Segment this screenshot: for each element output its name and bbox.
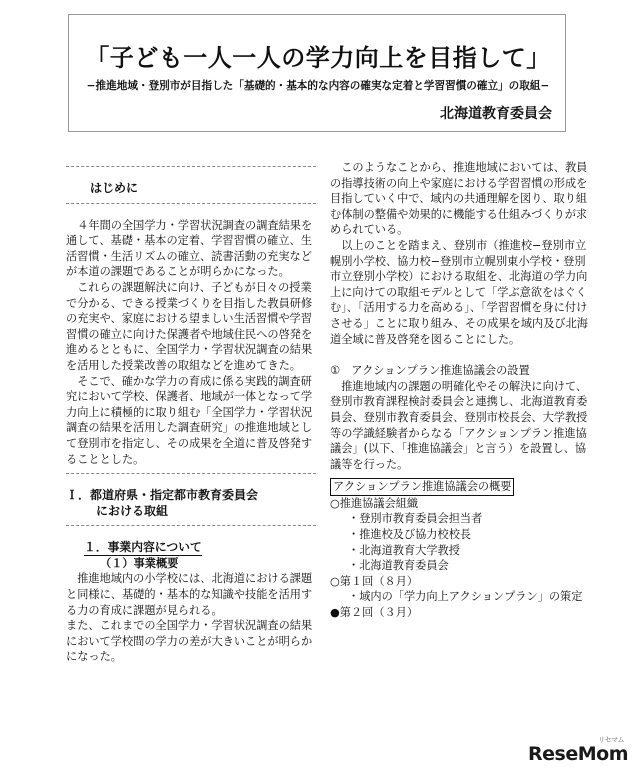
right-paragraph-2: 以上のことを踏まえ、登別市（推進校−登別市立幌別小学校、協力校−登別市立幌別東小学校・登別市立登別小学校）における取組を、北海道の学力向上に向けての取組モデルとして「学ぶ意欲をはぐくむ」、「活用する力を高める」、「学習習慣を身に付けさせる」ことに取り組み、その成果を域内及び北海道全域に普及啓発を図ることにした。	[330, 238, 588, 346]
list-item: ●第２回（３月）	[330, 606, 419, 620]
section-1-heading-line-2: における取組	[96, 503, 169, 518]
list-item: ・登別市教育委員会担当者	[348, 512, 483, 526]
divider	[66, 166, 316, 177]
intro-paragraph-2: これらの課題解決に向け、子どもが日々の授業で分かる、できる授業づくりを目指した教員研修の充実や、家庭における望ましい生活習慣や学習習慣の確立に向けた保護者や地域住民への啓発を進めるとともに、全国学力・学習状況調査の結果を活用した授業改善の取組などを進めてきた。	[66, 280, 313, 372]
subsection-paragraph-2: また、これまでの全国学力・学習状況調査の結果において学校間の学力の差が大きいことが明らかになった。	[66, 619, 313, 664]
list-item: ○第１回（８月）	[330, 574, 419, 588]
resemom-logo-kana: リセマム	[598, 736, 624, 744]
organization-name: 北海道教育委員会	[440, 106, 552, 122]
right-paragraph-1: このようなことから、推進地域においては、教員の指導技術の向上や家庭における学習習慣の形成を目指していく中で、域内の共通理解を図り、取り組む体制の整備や効果的に機能する仕組みづくりが求められている。	[330, 161, 588, 237]
subsection-1-heading-text: １．事業内容について	[84, 540, 202, 555]
divider	[66, 525, 316, 536]
intro-paragraph-3: そこで、確かな学力の育成に係る実践的調査研究において学校、保護者、地域が一体となって学力向上に積極的に取り組む「全国学力・学習状況調査の結果を活用した調査研究」の推進地域として登別市を指定し、その成果を全道に普及啓発することとした。	[66, 374, 313, 466]
resemom-logo	[528, 736, 628, 765]
list-item: ・域内の「学力向上アクションプラン」の策定	[348, 590, 583, 604]
overview-list	[330, 496, 592, 621]
divider	[66, 203, 316, 214]
page-title: 「子ども一人一人の学力向上を目指して」	[85, 44, 551, 72]
divider	[66, 473, 316, 484]
list-item: ・北海道教育大学教授	[348, 543, 460, 557]
subsection-1-1-heading: （１）事業概要	[100, 556, 179, 570]
list-item: ・推進校及び協力校校長	[348, 528, 472, 542]
right-column	[330, 160, 592, 621]
list-item: ○推進協議会組織	[330, 496, 419, 510]
subsection-1-heading	[84, 540, 316, 556]
list-item: ・北海道教育委員会	[348, 559, 449, 573]
overview-box-title: アクションプラン推進協議会の概要	[330, 478, 514, 496]
item-1-paragraph: 推進地域内の課題の明確化やその解決に向けて、登別市教育課程検討委員会と連携し、北海道教育委員会、登別市教育委員会、登別市校長会、大学教授等の学識経験者からなる「アクションプラン推進協議会」(以下、「推進協議会」と言う）を設置し、協議等を行った。	[330, 379, 588, 471]
item-1-heading: ① アクションプラン推進協議会の設置	[330, 364, 530, 378]
subsection-paragraph-1: 推進地域内の小学校には、北海道における課題と同様に、基礎的・基本的な知識や技能を活用する力の育成に課題が見られる。	[66, 572, 313, 617]
page-subtitle: −推進地域・登別市が目指した「基礎的・基本的な内容の確実な定着と学習習慣の確立」の取組−	[86, 80, 550, 92]
intro-paragraph-1: ４年間の全国学力・学習状況調査の調査結果を通して、基礎・基本の定着、学習習慣の確立、生活習慣・生活リズムの確立、読書活動の充実などが本道の課題であることが明らかになった。	[66, 218, 313, 279]
section-1-heading	[66, 488, 316, 519]
resemom-logo-text: ReseMom	[528, 743, 628, 765]
left-column	[66, 160, 316, 665]
section-1-heading-line-1: Ｉ．都道府県・指定都市教育委員会	[66, 488, 259, 503]
intro-heading: はじめに	[90, 181, 139, 195]
